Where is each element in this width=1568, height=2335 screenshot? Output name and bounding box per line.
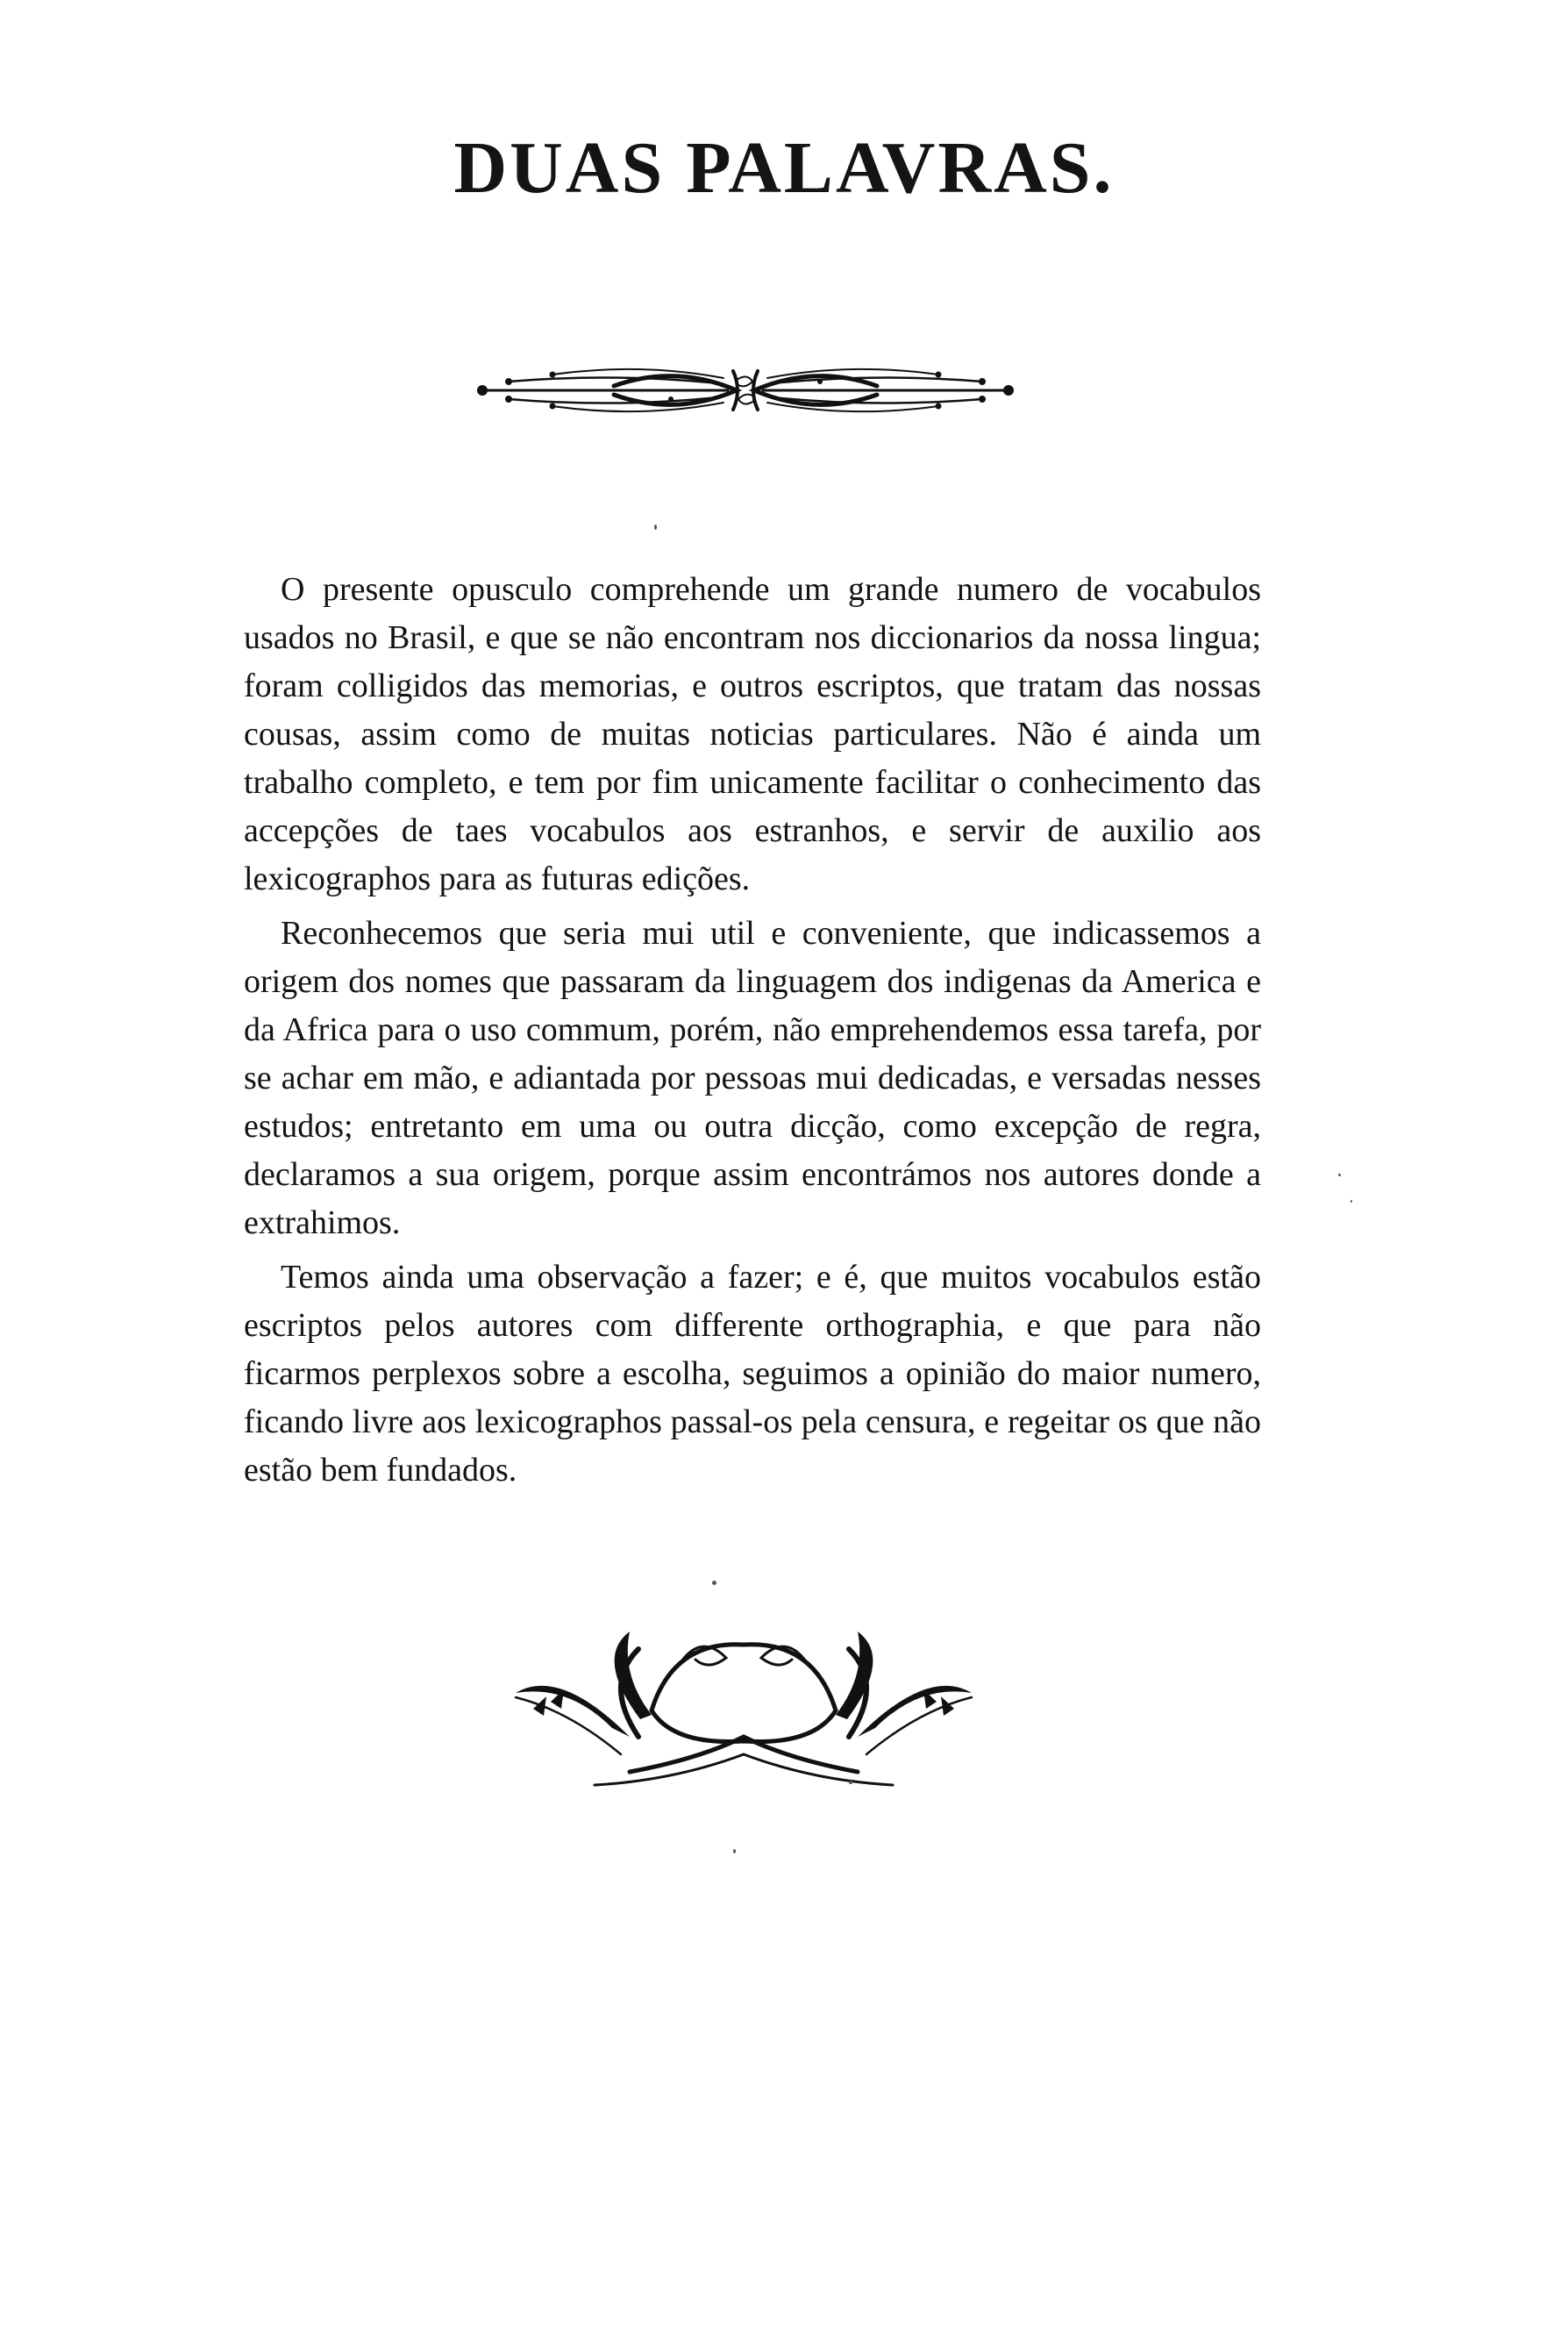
paper-speck [712, 1581, 716, 1585]
scroll-flourish-icon [498, 1605, 989, 1807]
ornamental-rule-icon [474, 346, 1017, 434]
paper-speck [1338, 1174, 1341, 1176]
paper-speck [733, 1849, 736, 1853]
paper-speck [654, 525, 657, 530]
paragraph-2: Reconhecemos que seria mui util e conveniente, que indicassemos a origem dos nomes que passaram da linguagem dos indigenas da America e da Africa para o uso commum, porém, não emprehendemos essa tarefa, por se achar em mão, e adiantada por pessoas mui dedicadas, e versadas nesses estudos; entretanto em uma ou outra dicção, como excepção de regra, declaramos a sua origem, porque assim encontrámos nos autores donde a extrahimos. [244, 915, 1261, 1241]
paragraph-3: Temos ainda uma observação a fazer; e é, que muitos vocabulos estão escriptos pelos autores com differente orthographia, e que para não ficarmos perplexos sobre a escolha, seguimos a opinião do maior numero, ficando livre aos lexicographos passal-os pela censura, e regeitar os que não estão bem fundados. [244, 1259, 1261, 1489]
paper-speck [849, 1781, 852, 1784]
paragraph-1: O presente opusculo comprehende um grande numero de vocabulos usados no Brasil, e que se não encontram nos diccionarios da nossa lingua; foram colligidos das memorias, e outros escriptos, que tratam das nossas cousas, assim como de muitas noticias particulares. Não é ainda um trabalho completo, e tem por fim unicamente facilitar o conhecimento das accepções de taes vocabulos aos estranhos, e servir de auxilio aos lexicographos para as futuras edições. [244, 571, 1261, 897]
paper-speck [1351, 1200, 1352, 1203]
preface-body [244, 566, 1261, 1501]
page-title: DUAS PALAVRAS. [453, 127, 1115, 209]
